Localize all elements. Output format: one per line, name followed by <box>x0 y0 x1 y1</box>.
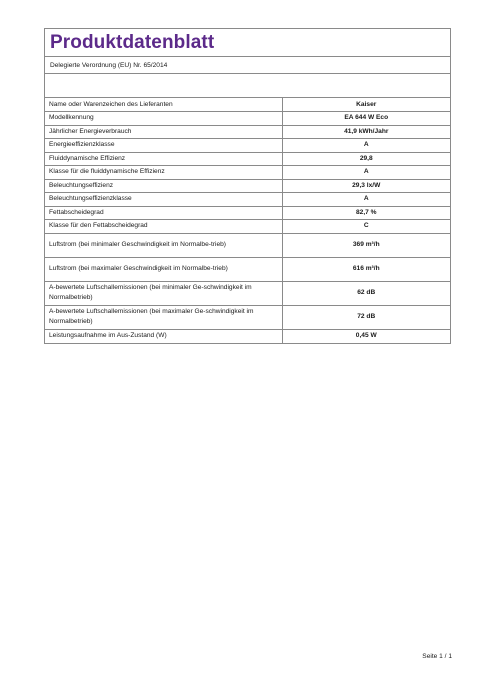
row-value: 82,7 % <box>282 206 450 220</box>
subtitle-cell <box>45 57 450 74</box>
table-row <box>45 281 450 305</box>
table-row <box>45 125 450 139</box>
row-value: 0,45 W <box>282 329 450 343</box>
table-row <box>45 193 450 207</box>
table-row <box>45 329 450 343</box>
row-label: Beleuchtungseffizienz <box>45 179 282 193</box>
row-value: Kaiser <box>356 100 377 108</box>
table-row <box>45 233 450 257</box>
table-row <box>45 98 450 112</box>
row-value: EA 644 W Eco <box>282 112 450 126</box>
row-label: Luftstrom (bei maximaler Geschwindigkeit im Normalbe-trieb) <box>45 257 282 281</box>
row-label: Leistungsaufnahme im Aus-Zustand (W) <box>45 329 282 343</box>
row-label: Beleuchtungseffizienzklasse <box>45 193 282 207</box>
spacer-row <box>45 74 450 98</box>
page-number: Seite 1 / 1 <box>422 653 452 660</box>
row-label: Jährlicher Energieverbrauch <box>45 125 282 139</box>
table-row <box>45 220 450 234</box>
row-label: Name oder Warenzeichen des Lieferanten <box>45 98 282 112</box>
row-label: Klasse für den Fettabscheidegrad <box>45 220 282 234</box>
row-label: A-bewertete Luftschallemissionen (bei maximaler Ge-schwindigkeit im Normalbetrieb) <box>45 305 282 329</box>
table-row <box>45 305 450 329</box>
table-row <box>45 166 450 180</box>
row-label: Luftstrom (bei minimaler Geschwindigkeit im Normalbe-trieb) <box>45 233 282 257</box>
table-row <box>45 112 450 126</box>
row-value: 616 m³/h <box>282 257 450 281</box>
table-row <box>45 206 450 220</box>
row-value: 62 dB <box>282 281 450 305</box>
table-row <box>45 139 450 153</box>
row-label: Fluiddynamische Effizienz <box>45 152 282 166</box>
table-row <box>45 257 450 281</box>
table-row <box>45 152 450 166</box>
page-title: Produktdatenblatt <box>50 31 215 53</box>
product-data-sheet <box>44 28 451 344</box>
row-label: A-bewertete Luftschallemissionen (bei minimaler Ge-schwindigkeit im Normalbetrieb) <box>45 281 282 305</box>
row-value: C <box>282 220 450 234</box>
row-label: Fettabscheidegrad <box>45 206 282 220</box>
row-label: Klasse für die fluiddynamische Effizienz <box>45 166 282 180</box>
row-value: A <box>282 166 450 180</box>
row-value: A <box>282 139 450 153</box>
table-row <box>45 179 450 193</box>
row-value: 369 m³/h <box>282 233 450 257</box>
row-value: 29,3 lx/W <box>282 179 450 193</box>
row-label: Modellkennung <box>45 112 282 126</box>
row-value: 72 dB <box>282 305 450 329</box>
product-data-table <box>45 98 450 343</box>
regulation-reference: Delegierte Verordnung (EU) Nr. 65/2014 <box>50 61 168 69</box>
row-value: A <box>282 193 450 207</box>
row-value: 41,9 kWh/Jahr <box>282 125 450 139</box>
row-value: 29,8 <box>282 152 450 166</box>
title-cell <box>45 29 450 57</box>
row-label: Energieeffizienzklasse <box>45 139 282 153</box>
